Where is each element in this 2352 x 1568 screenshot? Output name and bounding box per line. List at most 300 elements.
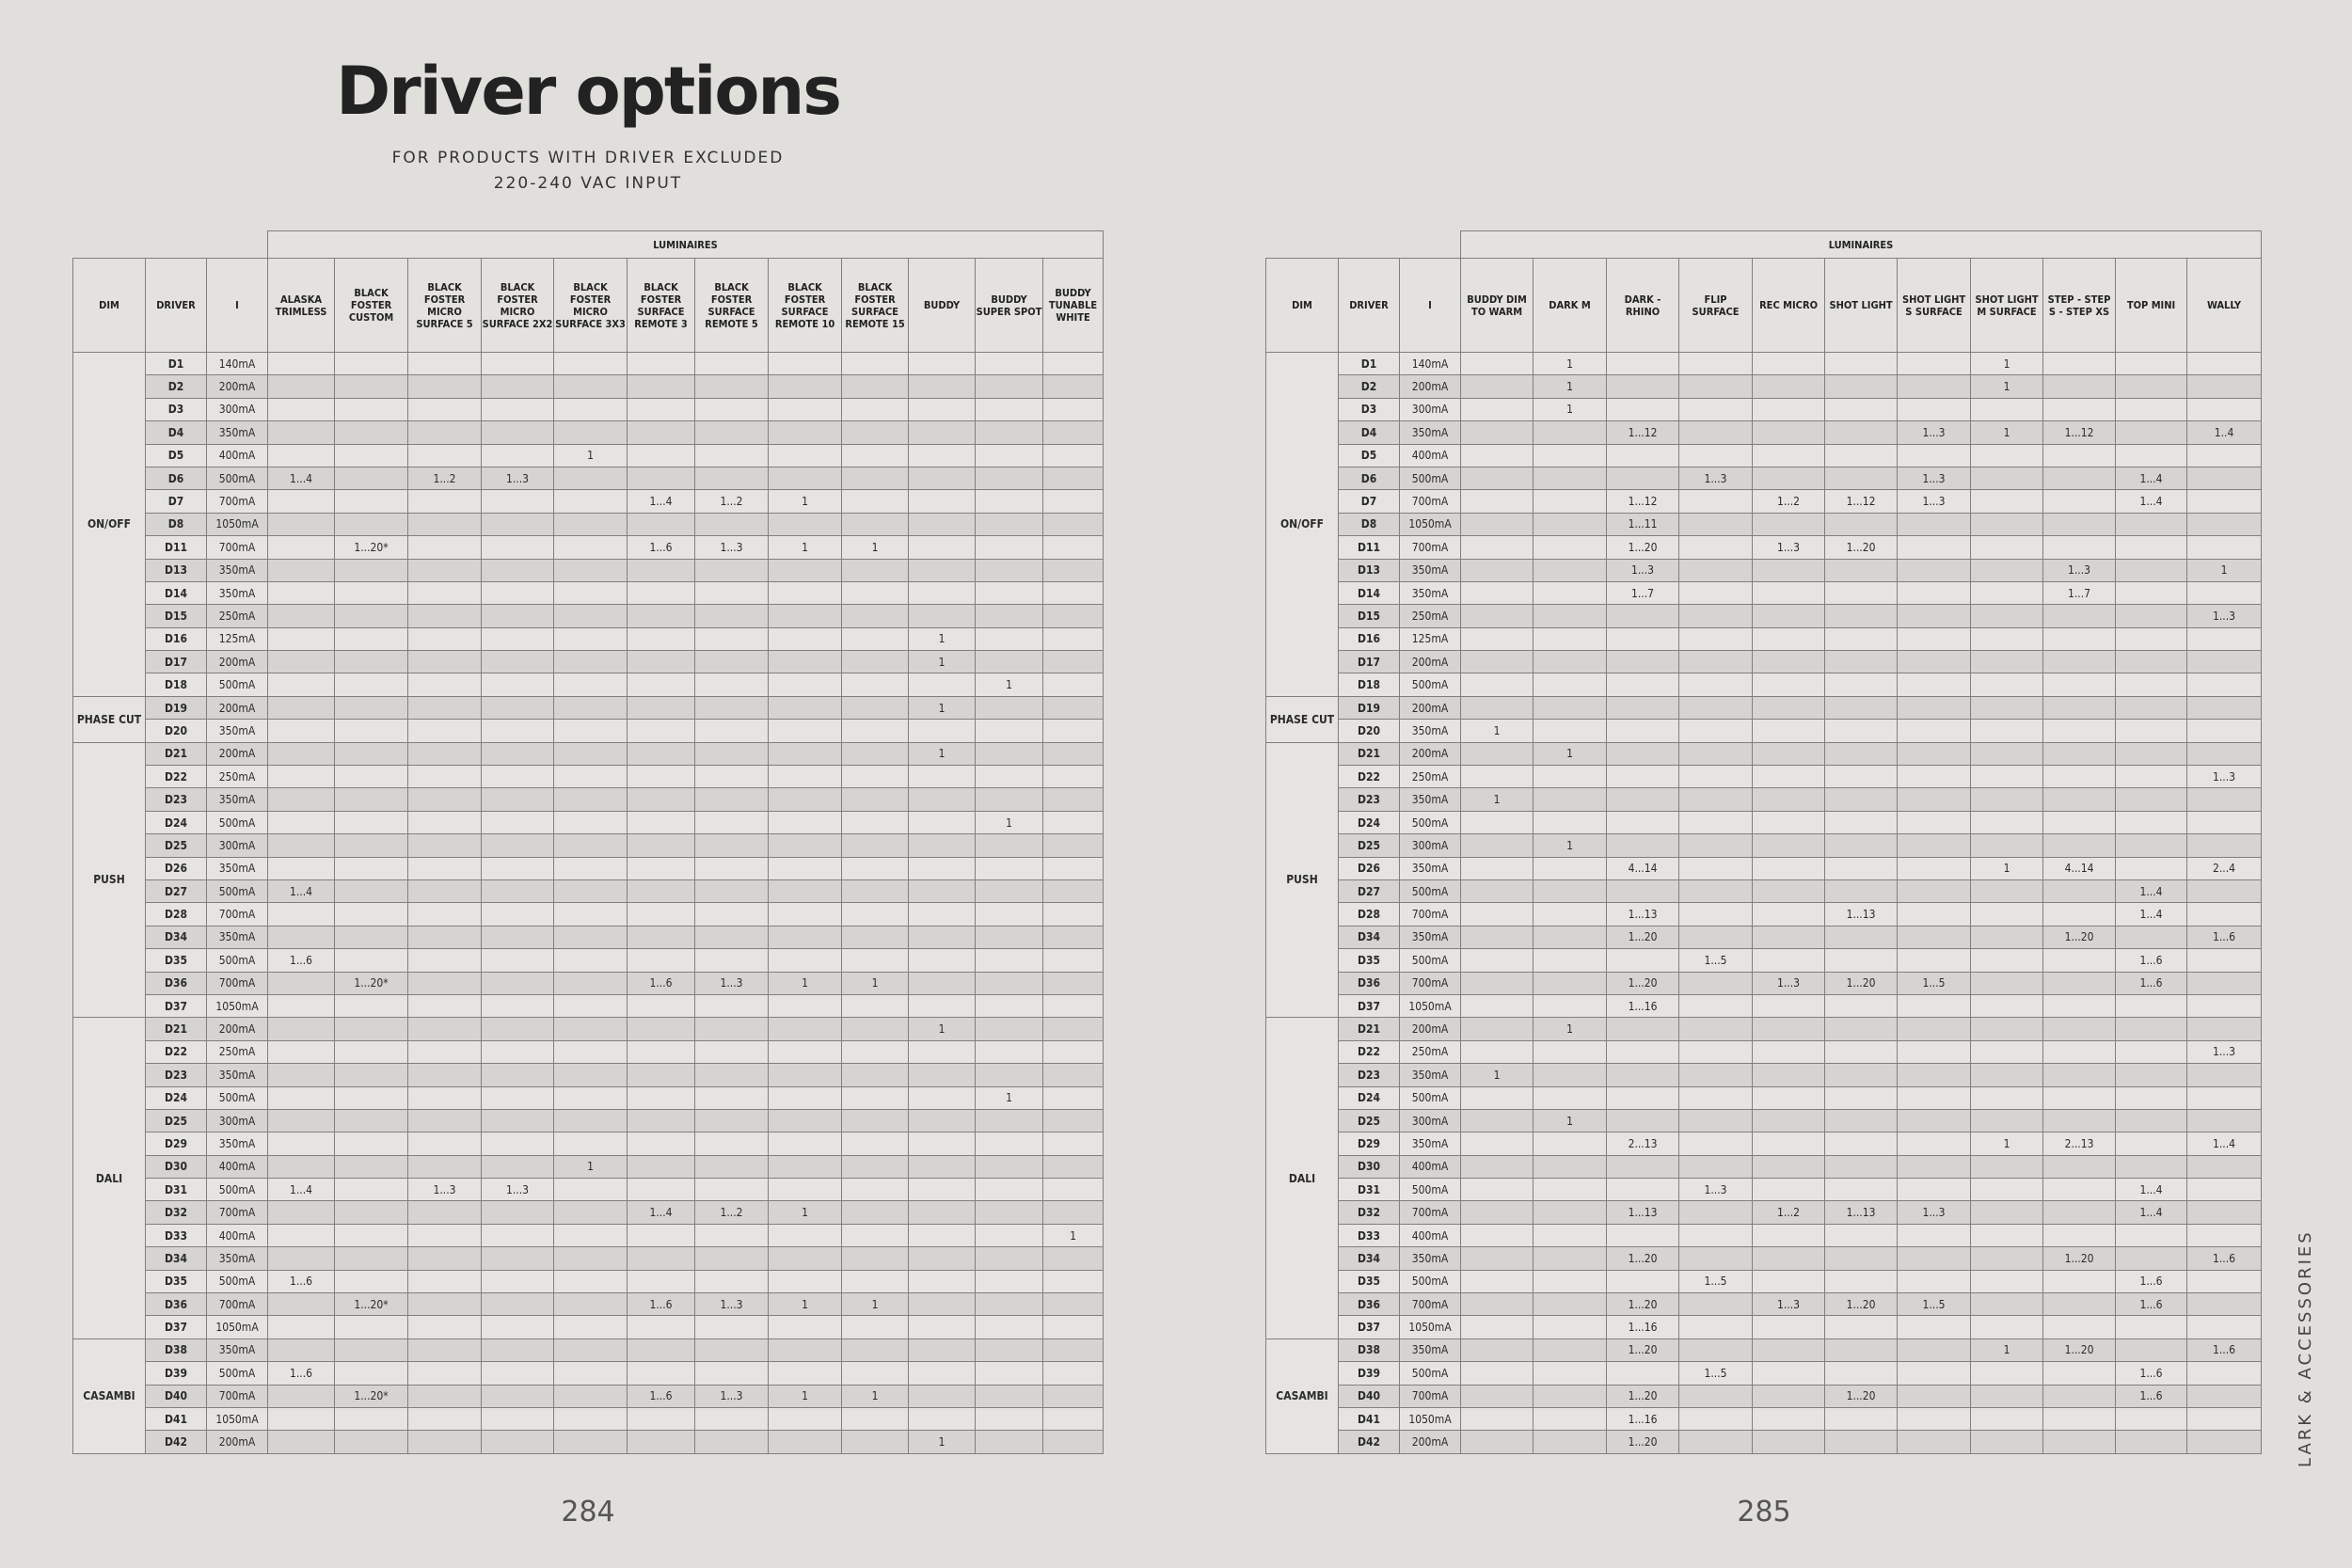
quantity-cell xyxy=(628,1155,695,1178)
quantity-cell: 1...4 xyxy=(2116,1179,2187,1201)
quantity-cell xyxy=(1971,1224,2043,1246)
table-row xyxy=(1266,1338,2262,1361)
quantity-cell xyxy=(1461,513,1534,535)
table-row xyxy=(73,513,1104,535)
quantity-cell xyxy=(1753,1064,1825,1086)
quantity-cell: 1 xyxy=(1534,398,1607,420)
quantity-cell xyxy=(909,581,976,604)
driver-code: D7 xyxy=(1339,490,1400,513)
quantity-cell xyxy=(1534,1086,1607,1109)
quantity-cell xyxy=(1825,1132,1898,1155)
luminaire-column-header: REC MICRO xyxy=(1753,259,1825,353)
quantity-cell xyxy=(1461,1338,1534,1361)
quantity-cell xyxy=(2043,696,2116,719)
quantity-cell xyxy=(482,627,554,650)
quantity-cell xyxy=(909,1247,976,1270)
quantity-cell xyxy=(628,1179,695,1201)
quantity-cell xyxy=(1679,375,1753,398)
quantity-cell xyxy=(482,1431,554,1453)
quantity-cell xyxy=(842,559,909,581)
quantity-cell xyxy=(1898,1040,1971,1063)
quantity-cell: 1..4 xyxy=(2187,421,2262,444)
driver-code: D17 xyxy=(1339,651,1400,673)
quantity-cell xyxy=(482,1109,554,1132)
quantity-cell xyxy=(554,879,628,902)
driver-current: 500mA xyxy=(207,1362,268,1385)
quantity-cell: 1 xyxy=(769,972,842,994)
quantity-cell xyxy=(842,581,909,604)
quantity-cell xyxy=(1679,1293,1753,1316)
quantity-cell xyxy=(1679,1201,1753,1224)
table-row xyxy=(1266,788,2262,811)
quantity-cell xyxy=(909,903,976,926)
quantity-cell: 1...20 xyxy=(2043,1338,2116,1361)
quantity-cell xyxy=(335,1201,408,1224)
quantity-cell xyxy=(628,1132,695,1155)
table-row xyxy=(1266,879,2262,902)
quantity-cell xyxy=(1825,605,1898,627)
quantity-cell: 1 xyxy=(1971,375,2043,398)
quantity-cell xyxy=(842,673,909,696)
quantity-cell xyxy=(268,1338,335,1361)
quantity-cell xyxy=(2043,1293,2116,1316)
quantity-cell xyxy=(1971,720,2043,742)
quantity-cell xyxy=(909,1270,976,1292)
quantity-cell xyxy=(628,467,695,489)
quantity-cell xyxy=(976,1407,1043,1430)
quantity-cell xyxy=(1534,1132,1607,1155)
quantity-cell xyxy=(1043,766,1104,788)
quantity-cell xyxy=(1043,536,1104,559)
quantity-cell xyxy=(2187,1155,2262,1178)
driver-code: D8 xyxy=(146,513,207,535)
quantity-cell xyxy=(1607,1018,1679,1040)
quantity-cell xyxy=(408,398,482,420)
driver-current: 350mA xyxy=(207,926,268,948)
quantity-cell xyxy=(335,742,408,765)
quantity-cell xyxy=(335,421,408,444)
quantity-cell xyxy=(2187,1201,2262,1224)
quantity-cell xyxy=(769,811,842,833)
quantity-cell xyxy=(1534,1293,1607,1316)
quantity-cell: 1...20 xyxy=(1825,1385,1898,1407)
quantity-cell xyxy=(1607,834,1679,857)
quantity-cell xyxy=(1461,375,1534,398)
quantity-cell: 1 xyxy=(1534,375,1607,398)
quantity-cell xyxy=(2187,811,2262,833)
quantity-cell xyxy=(695,1316,769,1338)
luminaire-column-header: BUDDY TUNABLE WHITE xyxy=(1043,259,1104,353)
quantity-cell xyxy=(2043,536,2116,559)
quantity-cell xyxy=(769,1224,842,1246)
quantity-cell xyxy=(335,627,408,650)
table-row xyxy=(1266,1247,2262,1270)
quantity-cell xyxy=(1534,605,1607,627)
quantity-cell xyxy=(1971,1040,2043,1063)
quantity-cell xyxy=(976,1385,1043,1407)
quantity-cell xyxy=(1753,1316,1825,1338)
driver-current: 200mA xyxy=(1400,1431,1461,1453)
table-row xyxy=(73,398,1104,420)
quantity-cell xyxy=(2187,788,2262,811)
quantity-cell: 1...6 xyxy=(2116,949,2187,972)
quantity-cell xyxy=(1753,1179,1825,1201)
driver-code: D15 xyxy=(146,605,207,627)
quantity-cell xyxy=(909,513,976,535)
table-row xyxy=(1266,444,2262,467)
table-row xyxy=(1266,490,2262,513)
quantity-cell: 1 xyxy=(1971,421,2043,444)
quantity-cell xyxy=(408,1431,482,1453)
dim-group-label: CASAMBI xyxy=(73,1338,146,1453)
quantity-cell xyxy=(976,1362,1043,1385)
quantity-cell: 1...4 xyxy=(628,1201,695,1224)
dim-group-label: CASAMBI xyxy=(1266,1338,1339,1453)
quantity-cell xyxy=(2187,1270,2262,1292)
quantity-cell xyxy=(1534,1201,1607,1224)
quantity-cell: 1...3 xyxy=(2187,605,2262,627)
quantity-cell xyxy=(1461,879,1534,902)
driver-current: 350mA xyxy=(207,581,268,604)
quantity-cell xyxy=(482,536,554,559)
quantity-cell xyxy=(1753,1109,1825,1132)
quantity-cell xyxy=(1461,696,1534,719)
quantity-cell xyxy=(1825,1018,1898,1040)
quantity-cell xyxy=(2043,467,2116,489)
luminaire-column-header: BUDDY xyxy=(909,259,976,353)
driver-code: D29 xyxy=(1339,1132,1400,1155)
table-row xyxy=(73,1247,1104,1270)
quantity-cell: 1...3 xyxy=(695,536,769,559)
quantity-cell: 1...2 xyxy=(695,490,769,513)
quantity-cell xyxy=(1898,1407,1971,1430)
quantity-cell xyxy=(695,903,769,926)
quantity-cell xyxy=(1043,696,1104,719)
quantity-cell xyxy=(1461,673,1534,696)
quantity-cell xyxy=(554,949,628,972)
quantity-cell xyxy=(1825,673,1898,696)
quantity-cell xyxy=(909,788,976,811)
quantity-cell xyxy=(268,1132,335,1155)
quantity-cell xyxy=(2187,949,2262,972)
quantity-cell xyxy=(1971,788,2043,811)
quantity-cell xyxy=(769,444,842,467)
quantity-cell xyxy=(2043,1201,2116,1224)
quantity-cell xyxy=(976,1064,1043,1086)
quantity-cell xyxy=(482,1132,554,1155)
quantity-cell xyxy=(1534,673,1607,696)
quantity-cell xyxy=(2116,1040,2187,1063)
quantity-cell xyxy=(1679,903,1753,926)
quantity-cell xyxy=(695,444,769,467)
quantity-cell: 1...6 xyxy=(2187,926,2262,948)
page-number-left: 284 xyxy=(561,1496,615,1528)
quantity-cell xyxy=(1971,994,2043,1017)
driver-current: 500mA xyxy=(207,949,268,972)
quantity-cell xyxy=(1753,766,1825,788)
quantity-cell xyxy=(2116,673,2187,696)
driver-table-left xyxy=(72,230,1104,1454)
table-row xyxy=(1266,513,2262,535)
driver-code: D29 xyxy=(146,1132,207,1155)
quantity-cell: 1 xyxy=(1461,788,1534,811)
quantity-cell xyxy=(976,926,1043,948)
driver-code: D23 xyxy=(146,788,207,811)
quantity-cell xyxy=(769,1338,842,1361)
quantity-cell xyxy=(1679,926,1753,948)
quantity-cell xyxy=(335,398,408,420)
quantity-cell xyxy=(1971,811,2043,833)
driver-current: 250mA xyxy=(1400,605,1461,627)
quantity-cell xyxy=(695,1407,769,1430)
quantity-cell xyxy=(1534,1247,1607,1270)
driver-current: 350mA xyxy=(1400,857,1461,879)
quantity-cell: 1...6 xyxy=(268,949,335,972)
driver-current: 300mA xyxy=(207,1109,268,1132)
quantity-cell xyxy=(554,605,628,627)
quantity-cell: 1...3 xyxy=(1898,490,1971,513)
quantity-cell xyxy=(1825,1270,1898,1292)
quantity-cell xyxy=(1753,903,1825,926)
quantity-cell xyxy=(842,696,909,719)
driver-current: 350mA xyxy=(207,720,268,742)
quantity-cell xyxy=(335,857,408,879)
luminaire-column-header: BLACK FOSTER SURFACE REMOTE 5 xyxy=(695,259,769,353)
quantity-cell xyxy=(976,1270,1043,1292)
driver-code: D34 xyxy=(146,926,207,948)
quantity-cell: 1...3 xyxy=(695,1293,769,1316)
quantity-cell xyxy=(2043,673,2116,696)
table-row xyxy=(1266,742,2262,765)
quantity-cell xyxy=(2116,834,2187,857)
quantity-cell xyxy=(769,742,842,765)
quantity-cell xyxy=(1534,536,1607,559)
quantity-cell xyxy=(1898,1224,1971,1246)
quantity-cell xyxy=(554,1201,628,1224)
quantity-cell xyxy=(554,926,628,948)
quantity-cell xyxy=(695,559,769,581)
quantity-cell xyxy=(842,421,909,444)
quantity-cell xyxy=(554,1247,628,1270)
quantity-cell xyxy=(976,1018,1043,1040)
quantity-cell xyxy=(909,834,976,857)
quantity-cell xyxy=(408,720,482,742)
quantity-cell xyxy=(408,513,482,535)
quantity-cell xyxy=(1043,1201,1104,1224)
quantity-cell xyxy=(1461,1201,1534,1224)
quantity-cell xyxy=(1461,651,1534,673)
quantity-cell: 1...3 xyxy=(1898,1201,1971,1224)
quantity-cell: 1...4 xyxy=(2116,490,2187,513)
quantity-cell xyxy=(1461,605,1534,627)
quantity-cell xyxy=(1898,1385,1971,1407)
quantity-cell xyxy=(554,673,628,696)
quantity-cell: 1 xyxy=(909,627,976,650)
table-row xyxy=(1266,605,2262,627)
quantity-cell xyxy=(1898,375,1971,398)
quantity-cell xyxy=(1607,467,1679,489)
quantity-cell xyxy=(2043,375,2116,398)
driver-current: 200mA xyxy=(1400,1018,1461,1040)
quantity-cell: 1...3 xyxy=(482,1179,554,1201)
driver-current: 350mA xyxy=(1400,421,1461,444)
quantity-cell: 1...20 xyxy=(1607,1293,1679,1316)
driver-header: DRIVER xyxy=(146,259,207,353)
quantity-cell xyxy=(976,1109,1043,1132)
luminaire-column-header: TOP MINI xyxy=(2116,259,2187,353)
quantity-cell xyxy=(842,1362,909,1385)
table-row xyxy=(73,903,1104,926)
quantity-cell xyxy=(1753,1338,1825,1361)
quantity-cell xyxy=(408,673,482,696)
quantity-cell xyxy=(695,1362,769,1385)
driver-code: D14 xyxy=(146,581,207,604)
quantity-cell: 4...14 xyxy=(1607,857,1679,879)
quantity-cell: 2...13 xyxy=(2043,1132,2116,1155)
driver-code: D34 xyxy=(1339,1247,1400,1270)
driver-current: 400mA xyxy=(207,444,268,467)
quantity-cell xyxy=(268,1431,335,1453)
driver-current: 700mA xyxy=(1400,490,1461,513)
quantity-cell xyxy=(335,1247,408,1270)
quantity-cell xyxy=(909,949,976,972)
quantity-cell xyxy=(1825,627,1898,650)
quantity-cell xyxy=(408,903,482,926)
driver-current: 350mA xyxy=(1400,559,1461,581)
quantity-cell xyxy=(2187,490,2262,513)
quantity-cell xyxy=(976,903,1043,926)
quantity-cell xyxy=(628,857,695,879)
quantity-cell xyxy=(268,490,335,513)
quantity-cell xyxy=(769,513,842,535)
quantity-cell xyxy=(628,742,695,765)
driver-code: D25 xyxy=(146,1109,207,1132)
table-row xyxy=(73,1109,1104,1132)
driver-code: D3 xyxy=(146,398,207,420)
table-row xyxy=(73,627,1104,650)
quantity-cell xyxy=(1971,1407,2043,1430)
quantity-cell xyxy=(1825,1040,1898,1063)
driver-code: D21 xyxy=(146,1018,207,1040)
luminaire-column-header: BLACK FOSTER MICRO SURFACE 3X3 xyxy=(554,259,628,353)
quantity-cell xyxy=(842,444,909,467)
quantity-cell xyxy=(1534,444,1607,467)
quantity-cell xyxy=(1679,811,1753,833)
quantity-cell xyxy=(909,972,976,994)
quantity-cell xyxy=(1825,1362,1898,1385)
quantity-cell xyxy=(1043,673,1104,696)
dim-group-label: PHASE CUT xyxy=(73,696,146,742)
quantity-cell xyxy=(976,1224,1043,1246)
quantity-cell: 1...20 xyxy=(2043,926,2116,948)
quantity-cell xyxy=(1971,559,2043,581)
quantity-cell xyxy=(482,1270,554,1292)
quantity-cell xyxy=(1607,1086,1679,1109)
quantity-cell xyxy=(1043,398,1104,420)
driver-current: 200mA xyxy=(207,1018,268,1040)
quantity-cell xyxy=(482,949,554,972)
driver-code: D11 xyxy=(146,536,207,559)
luminaire-column-header: FLIP SURFACE xyxy=(1679,259,1753,353)
dim-group-label: PHASE CUT xyxy=(1266,696,1339,742)
quantity-cell xyxy=(769,720,842,742)
quantity-cell xyxy=(1971,444,2043,467)
quantity-cell xyxy=(1607,1040,1679,1063)
quantity-cell xyxy=(335,811,408,833)
quantity-cell xyxy=(695,811,769,833)
quantity-cell xyxy=(1753,834,1825,857)
quantity-cell xyxy=(909,994,976,1017)
quantity-cell xyxy=(769,627,842,650)
quantity-cell xyxy=(1534,811,1607,833)
quantity-cell xyxy=(1607,1064,1679,1086)
dim-header: DIM xyxy=(73,259,146,353)
quantity-cell xyxy=(1607,949,1679,972)
quantity-cell xyxy=(1971,673,2043,696)
quantity-cell xyxy=(1461,353,1534,375)
quantity-cell xyxy=(1825,766,1898,788)
quantity-cell xyxy=(335,720,408,742)
quantity-cell xyxy=(335,1270,408,1292)
driver-current: 350mA xyxy=(1400,1064,1461,1086)
quantity-cell xyxy=(769,1407,842,1430)
quantity-cell xyxy=(1679,536,1753,559)
quantity-cell xyxy=(408,1293,482,1316)
quantity-cell xyxy=(2187,536,2262,559)
quantity-cell xyxy=(628,1431,695,1453)
quantity-cell xyxy=(554,421,628,444)
quantity-cell xyxy=(1971,1086,2043,1109)
quantity-cell xyxy=(554,398,628,420)
quantity-cell xyxy=(1043,949,1104,972)
driver-code: D23 xyxy=(1339,788,1400,811)
quantity-cell xyxy=(482,742,554,765)
table-row xyxy=(73,375,1104,398)
driver-code: D16 xyxy=(146,627,207,650)
quantity-cell xyxy=(408,490,482,513)
quantity-cell xyxy=(2116,1247,2187,1270)
quantity-cell xyxy=(695,1431,769,1453)
page-number-right: 285 xyxy=(1737,1496,1791,1528)
quantity-cell xyxy=(2187,720,2262,742)
table-row xyxy=(1266,421,2262,444)
driver-current: 350mA xyxy=(207,1132,268,1155)
quantity-cell xyxy=(976,513,1043,535)
driver-current: 500mA xyxy=(207,1270,268,1292)
quantity-cell: 1...20 xyxy=(1825,972,1898,994)
driver-code: D35 xyxy=(1339,1270,1400,1292)
quantity-cell xyxy=(695,720,769,742)
quantity-cell xyxy=(2043,651,2116,673)
quantity-cell: 1...4 xyxy=(268,879,335,902)
quantity-cell: 1...3 xyxy=(1753,536,1825,559)
driver-code: D39 xyxy=(146,1362,207,1385)
luminaire-column-header: DARK - RHINO xyxy=(1607,259,1679,353)
quantity-cell xyxy=(482,1201,554,1224)
quantity-cell xyxy=(1753,742,1825,765)
quantity-cell xyxy=(1971,536,2043,559)
quantity-cell xyxy=(628,1018,695,1040)
driver-code: D41 xyxy=(1339,1407,1400,1430)
quantity-cell xyxy=(976,972,1043,994)
quantity-cell xyxy=(1534,926,1607,948)
driver-current: 400mA xyxy=(1400,1155,1461,1178)
quantity-cell xyxy=(2187,1018,2262,1040)
quantity-cell xyxy=(1461,1179,1534,1201)
quantity-cell xyxy=(1971,766,2043,788)
quantity-cell xyxy=(2187,1064,2262,1086)
quantity-cell xyxy=(909,879,976,902)
